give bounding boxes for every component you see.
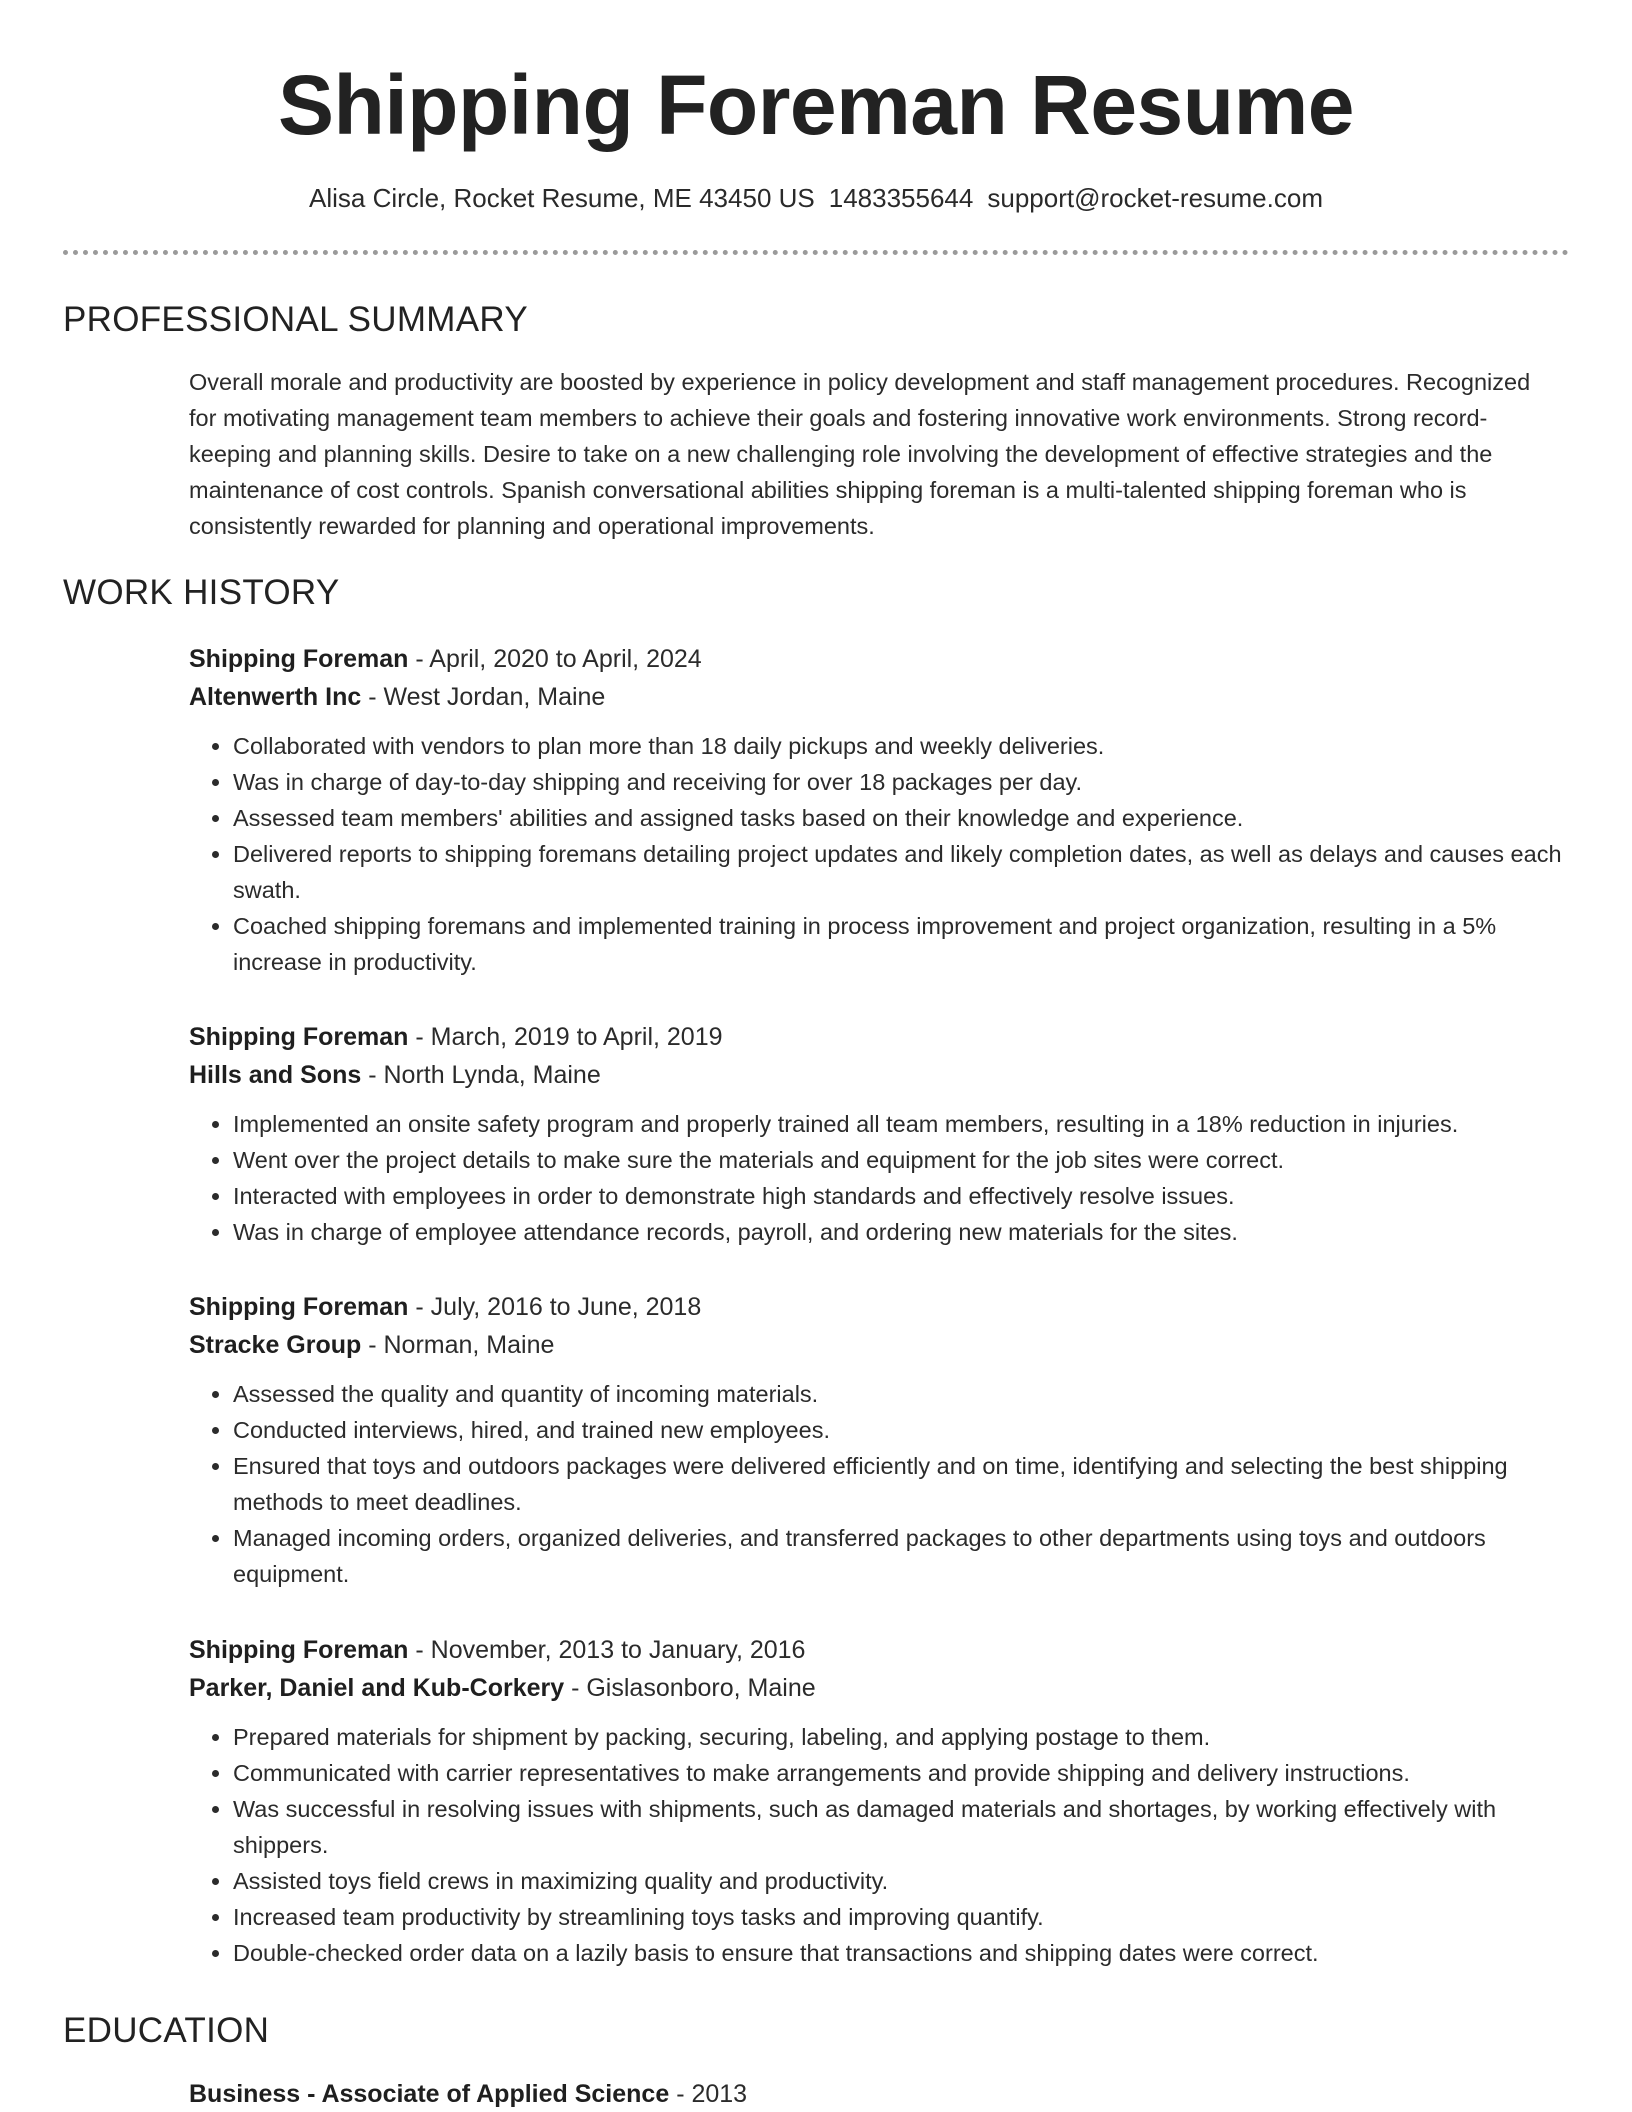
education-heading: EDUCATION — [63, 2011, 270, 2050]
job-bullet: • Was in charge of employee attendance records, payroll, and ordering new materials for the sites. — [233, 1214, 1569, 1250]
job-entry — [189, 640, 1569, 980]
job-company: Parker, Daniel and Kub-Corkery — [189, 1674, 565, 1702]
job-location: - Gislasonboro, Maine — [564, 1674, 816, 1702]
job-company: Altenwerth Inc — [189, 683, 362, 711]
job-bullet: • Implemented an onsite safety program and properly trained all team members, resulting in a 18% reduction in injuries. — [233, 1106, 1569, 1142]
job-bullet: • Collaborated with vendors to plan more than 18 daily pickups and weekly deliveries. — [233, 728, 1569, 764]
job-title-line — [189, 640, 1569, 678]
job-title-line — [189, 1018, 1569, 1056]
contact-line — [0, 180, 1632, 216]
contact-address: Alisa Circle, Rocket Resume, ME 43450 US — [309, 183, 815, 213]
job-bullet: • Delivered reports to shipping foremans detailing project updates and likely completion dates, as well as delays and causes each swath. — [233, 836, 1569, 908]
job-bullet: • Assessed the quality and quantity of incoming materials. — [233, 1376, 1569, 1412]
job-bullet: • Went over the project details to make sure the materials and equipment for the job sites were correct. — [233, 1142, 1569, 1178]
job-bullet: • Was in charge of day-to-day shipping and receiving for over 18 packages per day. — [233, 764, 1569, 800]
header-divider — [63, 250, 1569, 255]
job-location: - North Lynda, Maine — [361, 1061, 601, 1089]
job-company-line — [189, 1326, 1569, 1364]
job-title: Shipping Foreman — [189, 645, 409, 673]
job-bullet-list — [189, 1376, 1569, 1592]
resume-title: Shipping Foreman Resume — [278, 58, 1354, 152]
job-bullet-list — [189, 728, 1569, 980]
job-company-line — [189, 1056, 1569, 1094]
job-title: Shipping Foreman — [189, 1023, 409, 1051]
job-bullet: • Conducted interviews, hired, and trained new employees. — [233, 1412, 1569, 1448]
job-entry — [189, 1018, 1569, 1250]
education-year: - 2013 — [669, 2080, 748, 2108]
job-bullet: • Interacted with employees in order to demonstrate high standards and effectively resolve issues. — [233, 1178, 1569, 1214]
job-entry — [189, 1631, 1569, 1971]
job-bullet-list — [189, 1719, 1569, 1971]
job-company-line — [189, 678, 1569, 716]
summary-heading: PROFESSIONAL SUMMARY — [63, 300, 528, 339]
summary-text: Overall morale and productivity are boosted by experience in policy development and staff management procedures. Recognized for motivating management team members to achieve their goals and fostering innovative work environments. Strong record-keeping and planning skills. Desire to take on a new challenging role involving the development of effective strategies and the maintenance of cost controls. Spanish conversational abilities shipping foreman is a multi-talented shipping foreman who is consistently rewarded for planning and operational improvements. — [189, 369, 1531, 539]
contact-phone: 1483355644 — [828, 183, 974, 213]
contact-email: support@rocket-resume.com — [987, 183, 1323, 213]
job-bullet: • Double-checked order data on a lazily basis to ensure that transactions and shipping dates were correct. — [233, 1935, 1569, 1971]
job-bullet: • Managed incoming orders, organized deliveries, and transferred packages to other departments using toys and outdoors equipment. — [233, 1520, 1569, 1592]
job-bullet: • Increased team productivity by streamlining toys tasks and improving quantify. — [233, 1899, 1569, 1935]
job-location: - Norman, Maine — [361, 1331, 555, 1359]
job-bullet: • Coached shipping foremans and implemented training in process improvement and project organization, resulting in a 5% increase in productivity. — [233, 908, 1569, 980]
job-title: Shipping Foreman — [189, 1293, 409, 1321]
education-entry — [189, 2076, 1569, 2112]
job-bullet: • Prepared materials for shipment by packing, securing, labeling, and applying postage to them. — [233, 1719, 1569, 1755]
job-bullet: • Was successful in resolving issues with shipments, such as damaged materials and shortages, by working effectively with shippers. — [233, 1791, 1569, 1863]
job-dates: - March, 2019 to April, 2019 — [408, 1023, 723, 1051]
job-dates: - November, 2013 to January, 2016 — [408, 1636, 806, 1664]
job-dates: - July, 2016 to June, 2018 — [408, 1293, 702, 1321]
job-bullet-list — [189, 1106, 1569, 1250]
job-entry — [189, 1288, 1569, 1592]
job-company-line — [189, 1669, 1569, 1707]
job-title: Shipping Foreman — [189, 1636, 409, 1664]
job-bullet: • Ensured that toys and outdoors packages were delivered efficiently and on time, identifying and selecting the best shipping methods to meet deadlines. — [233, 1448, 1569, 1520]
job-location: - West Jordan, Maine — [361, 683, 606, 711]
education-degree: Business - Associate of Applied Science — [189, 2080, 670, 2108]
job-company: Hills and Sons — [189, 1061, 362, 1089]
job-bullet: • Assisted toys field crews in maximizing quality and productivity. — [233, 1863, 1569, 1899]
job-dates: - April, 2020 to April, 2024 — [408, 645, 702, 673]
work-history-heading: WORK HISTORY — [63, 573, 340, 612]
job-title-line — [189, 1288, 1569, 1326]
job-company: Stracke Group — [189, 1331, 362, 1359]
job-bullet: • Assessed team members' abilities and assigned tasks based on their knowledge and experience. — [233, 800, 1569, 836]
job-title-line — [189, 1631, 1569, 1669]
job-bullet: • Communicated with carrier representatives to make arrangements and provide shipping and delivery instructions. — [233, 1755, 1569, 1791]
